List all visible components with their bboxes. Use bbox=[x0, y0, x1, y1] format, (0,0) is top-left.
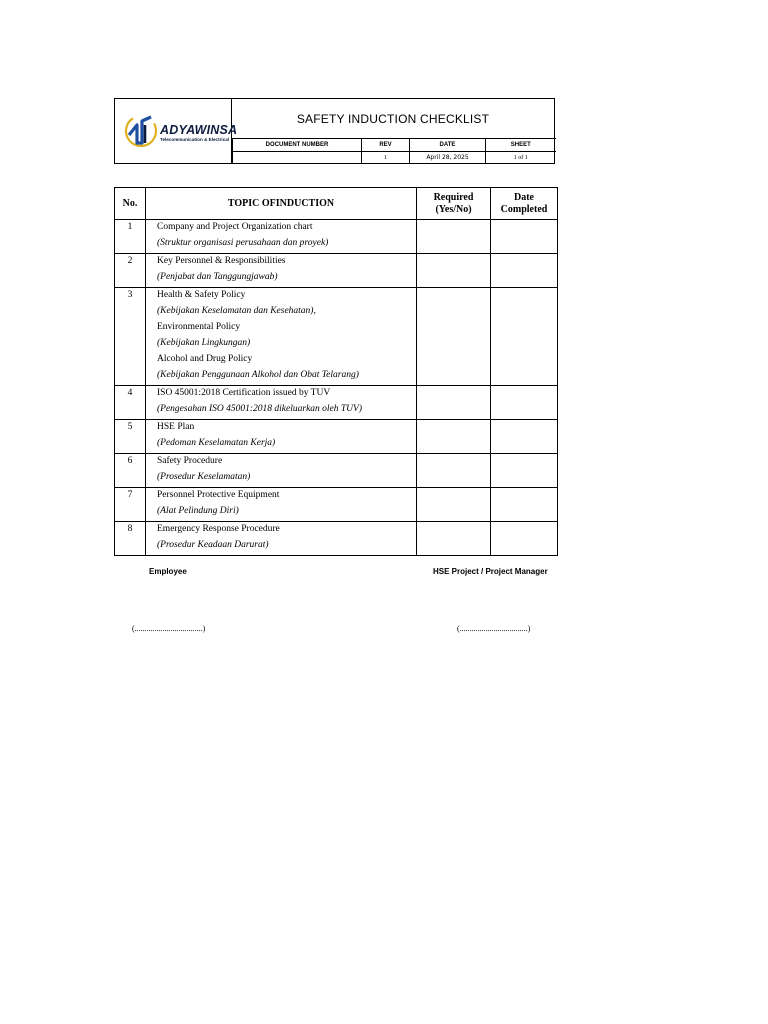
row-number: 2 bbox=[115, 254, 146, 288]
date-completed-cell[interactable] bbox=[491, 454, 558, 488]
topic-title: Environmental Policy bbox=[157, 322, 241, 332]
sheet-value: 1 of 1 bbox=[486, 152, 556, 165]
topic-translation: (Alat Pelindung Diri) bbox=[157, 506, 239, 516]
document-header bbox=[114, 98, 555, 164]
topic-cell bbox=[146, 254, 417, 288]
document-title: SAFETY INDUCTION CHECKLIST bbox=[296, 112, 490, 126]
document-meta-table bbox=[232, 138, 556, 164]
employee-signature-label: Employee bbox=[149, 567, 187, 576]
row-number: 3 bbox=[115, 288, 146, 386]
topic-translation: (Kebijakan Penggunaan Alkohol dan Obat Telarang) bbox=[157, 370, 359, 380]
col-header-date-completed: Date Completed bbox=[491, 188, 558, 220]
checklist-row bbox=[115, 386, 558, 420]
topic-title: Key Personnel & Responsibilities bbox=[157, 256, 286, 266]
date-value: April 28, 2025 bbox=[410, 152, 486, 165]
required-cell[interactable] bbox=[417, 220, 491, 254]
required-cell[interactable] bbox=[417, 454, 491, 488]
required-cell[interactable] bbox=[417, 522, 491, 556]
checklist-row bbox=[115, 454, 558, 488]
induction-checklist-table bbox=[114, 187, 558, 556]
col-header-topic: TOPIC OFINDUCTION bbox=[146, 188, 417, 220]
row-number: 1 bbox=[115, 220, 146, 254]
company-logo bbox=[115, 99, 238, 163]
employee-signature-line[interactable]: (..................................) bbox=[132, 624, 206, 633]
row-number: 5 bbox=[115, 420, 146, 454]
topic-translation: (Prosedur Keselamatan) bbox=[157, 472, 251, 482]
topic-cell bbox=[146, 288, 417, 386]
topic-cell bbox=[146, 488, 417, 522]
date-label: DATE bbox=[410, 139, 486, 152]
col-header-no: No. bbox=[115, 188, 146, 220]
topic-cell bbox=[146, 220, 417, 254]
required-cell[interactable] bbox=[417, 420, 491, 454]
topic-translation: (Kebijakan Keselamatan dan Kesehatan), bbox=[157, 306, 316, 316]
topic-title: Alcohol and Drug Policy bbox=[157, 354, 253, 364]
col-header-required: Required (Yes/No) bbox=[417, 188, 491, 220]
topic-title: Emergency Response Procedure bbox=[157, 524, 280, 534]
date-completed-cell[interactable] bbox=[491, 254, 558, 288]
date-completed-cell[interactable] bbox=[491, 386, 558, 420]
topic-title: Personnel Protective Equipment bbox=[157, 490, 280, 500]
row-number: 6 bbox=[115, 454, 146, 488]
topic-translation: (Pengesahan ISO 45001:2018 dikeluarkan oleh TUV) bbox=[157, 404, 363, 414]
topic-translation: (Pedoman Keselamatan Kerja) bbox=[157, 438, 276, 448]
doc-number-label: DOCUMENT NUMBER bbox=[233, 139, 362, 152]
required-cell[interactable] bbox=[417, 386, 491, 420]
topic-translation: (Kebijakan Lingkungan) bbox=[157, 338, 251, 348]
checklist-row bbox=[115, 288, 558, 386]
date-completed-cell[interactable] bbox=[491, 522, 558, 556]
table-header-row bbox=[115, 188, 558, 220]
topic-title: Company and Project Organization chart bbox=[157, 222, 313, 232]
topic-cell bbox=[146, 386, 417, 420]
checklist-row bbox=[115, 420, 558, 454]
topic-title: Health & Safety Policy bbox=[157, 290, 246, 300]
doc-number-value bbox=[233, 152, 362, 165]
row-number: 7 bbox=[115, 488, 146, 522]
date-completed-cell[interactable] bbox=[491, 420, 558, 454]
topic-translation: (Struktur organisasi perusahaan dan proyek) bbox=[157, 238, 329, 248]
date-completed-cell[interactable] bbox=[491, 220, 558, 254]
manager-signature-line[interactable]: (..................................) bbox=[457, 624, 531, 633]
checklist-row bbox=[115, 254, 558, 288]
required-cell[interactable] bbox=[417, 254, 491, 288]
required-cell[interactable] bbox=[417, 288, 491, 386]
rev-label: REV bbox=[362, 139, 410, 152]
topic-title: HSE Plan bbox=[157, 422, 195, 432]
topic-translation: (Prosedur Keadaan Darurat) bbox=[157, 540, 269, 550]
checklist-row bbox=[115, 220, 558, 254]
company-logo-name: ADYAWINSA bbox=[160, 123, 238, 137]
topic-cell bbox=[146, 420, 417, 454]
checklist-row bbox=[115, 522, 558, 556]
topic-cell bbox=[146, 522, 417, 556]
row-number: 8 bbox=[115, 522, 146, 556]
topic-title: ISO 45001:2018 Certification issued by TUV bbox=[157, 388, 331, 398]
manager-signature-label: HSE Project / Project Manager bbox=[433, 567, 548, 576]
row-number: 4 bbox=[115, 386, 146, 420]
sheet-label: SHEET bbox=[486, 139, 556, 152]
topic-cell bbox=[146, 454, 417, 488]
company-logo-subtitle: Telecommunication & Electrical bbox=[160, 137, 230, 142]
topic-translation: (Penjabat dan Tanggungjawab) bbox=[157, 272, 278, 282]
logo-emblem-icon bbox=[123, 113, 159, 149]
topic-title: Safety Procedure bbox=[157, 456, 223, 466]
rev-value: 1 bbox=[362, 152, 410, 165]
date-completed-cell[interactable] bbox=[491, 288, 558, 386]
checklist-row bbox=[115, 488, 558, 522]
date-completed-cell[interactable] bbox=[491, 488, 558, 522]
required-cell[interactable] bbox=[417, 488, 491, 522]
